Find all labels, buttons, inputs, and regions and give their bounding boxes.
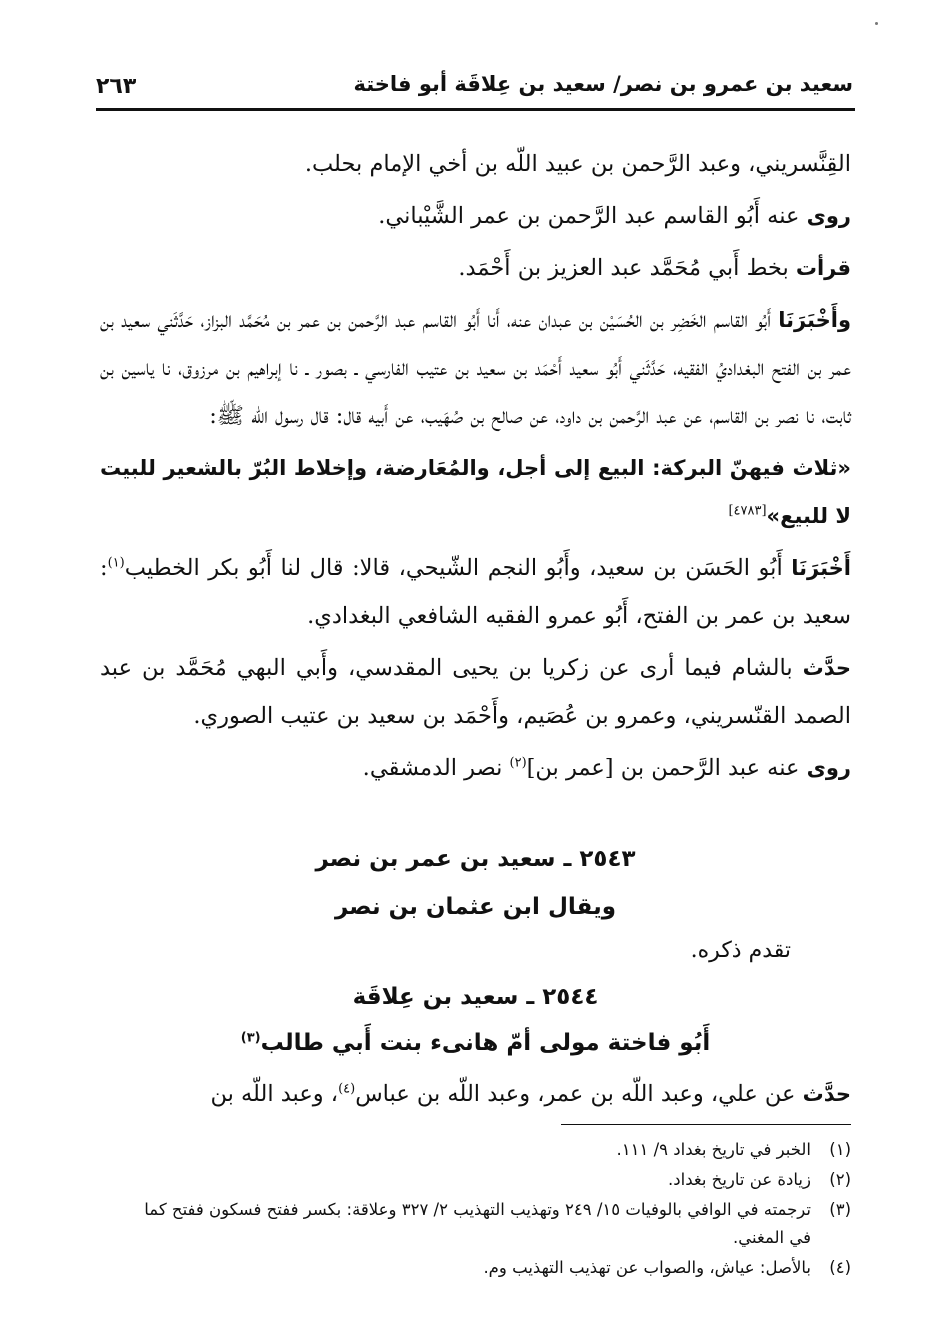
keyword-akhbarana: وأَخْبَرَنَا [778, 308, 851, 332]
footnote-number: (١) [829, 1140, 851, 1159]
paragraph-7-text: بالشام فيما أرى عن زكريا بن يحيى المقدسي، وأَبي البهي مُحَمَّد بن عبد الصمد القنّسريني، وعمرو بن عُصَيم، وأَحْمَد بن سعيد بن عتيب الصوري. [100, 655, 851, 729]
page-number: ٢٦٣ [96, 74, 137, 99]
footnote-2 [100, 1166, 851, 1194]
entry-2544-text-b: ، وعبد اللّه بن [210, 1081, 339, 1107]
footnote-marker-1[interactable]: (١) [107, 555, 125, 571]
paragraph-8-text-a: عنه عبد الرَّحمن بن [عمر بن] [526, 755, 807, 781]
keyword-akhbarana-2: أَخْبَرَنَا [791, 556, 851, 580]
entry-2544-subtitle [100, 1030, 851, 1056]
running-header [96, 70, 853, 104]
entry-2544-subtitle-text: أَبُو فاختة مولى أمّ هانىء بنت أَبي طالب [260, 1030, 711, 1056]
paragraph-6-text-a: أَبُو الحَسَن بن سعيد، وأَبُو النجم الشّيحي، قالا: قال لنا أَبُو بكر الخطيب [124, 555, 792, 581]
footnote-number: (٤) [829, 1258, 851, 1277]
hadith-paragraph [100, 444, 851, 540]
footnote-text: الخبر في تاريخ بغداد ٩/ ١١١. [616, 1140, 811, 1159]
paragraph-8-text-b: نصر الدمشقي. [362, 755, 510, 781]
entry-2543-note: تقدم ذكره. [690, 938, 791, 963]
paragraph-3 [100, 244, 851, 292]
footnote-text: ترجمته في الوافي بالوفيات ١٥/ ٢٤٩ وتهذيب التهذيب ٢/ ٣٢٧ وعلاقة: بكسر ففتح فسكون ففتح كما [144, 1200, 811, 1219]
keyword-qaraat: قرأت [795, 256, 851, 280]
footnote-number: (٣) [829, 1200, 851, 1219]
entry-2544-title: ٢٥٤٤ ـ سعيد بن عِلاقَة [352, 984, 599, 1010]
running-title: سعيد بن عمرو بن نصر/ سعيد بن عِلاقَة أبو فاختة [353, 72, 853, 96]
header-rule [96, 108, 855, 111]
main-text [100, 140, 851, 796]
footnote-text: زيادة عن تاريخ بغداد. [668, 1170, 811, 1189]
entry-2543-title: ٢٥٤٣ ـ سعيد بن عمر بن نصر [315, 846, 636, 872]
footnote-text: بالأصل: عياش، والصواب عن تهذيب التهذيب وم. [483, 1258, 811, 1277]
footnote-3 [100, 1196, 851, 1252]
entry-2543-subtitle: ويقال ابن عثمان بن نصر [334, 894, 617, 920]
paragraph-2-text: عنه أَبُو القاسم عبد الرَّحمن بن عمر الشَّيْباني. [378, 203, 807, 229]
footnote-marker-2[interactable]: (٢) [509, 755, 527, 771]
paragraph-1-text: القِنَّسريني، وعبد الرَّحمن بن عبيد اللّه بن أخي الإمام بحلب. [304, 151, 851, 177]
footnote-rule [561, 1124, 851, 1125]
footnote-continuation: في المغني. [733, 1228, 811, 1247]
hadith-text: «ثلاث فيهنّ البركة: البيع إلى أجل، والمُعَارضة، وإخلاط البُرّ بالشعير للبيت لا للبيع» [100, 456, 851, 528]
entry-2544-paragraph [100, 1070, 851, 1118]
footnotes [100, 1136, 851, 1284]
paragraph-3-text: بخط أَبي مُحَمَّد عبد العزيز بن أَحْمَد. [458, 255, 796, 281]
paragraph-7 [100, 644, 851, 740]
keyword-haddath: حدَّث [802, 656, 851, 680]
hadith-reference-number: [٤٧٨٣] [728, 503, 767, 519]
isnad-text: أَبُو القاسم الخَضِر بن الحُسَيْن بن عبدان عنه، أَنا أَبُو القاسم عبد الرَّحمن بن عمر بن مُحَمَّد البزاز، حَدَّثَني سعيد بن عمر بن الفتح البغداديُ الفقيه، حَدَّثَني أَبُو سعيد أَحْمَد بن سعيد بن عتيب الفارسي ـ بصور ـ نا إبراهيم بن مرزوق، نا ياسين بن ثابت، نا نصر بن القاسم، عن عبد الرَّحمن بن داود، عن صالح بن صُهَيب، عن أَبيه قال: قال رسول اللّه ﷺ: [100, 307, 851, 429]
paragraph-2 [100, 192, 851, 240]
paragraph-6 [100, 544, 851, 640]
keyword-haddath-2: حدَّث [802, 1082, 851, 1106]
footnote-4 [100, 1254, 851, 1282]
paragraph-isnad [100, 296, 851, 440]
entry-2544-text-a: عن علي، وعبد اللّه بن عمر، وعبد اللّه بن عباس [355, 1081, 803, 1107]
paragraph-6-text-b: : سعيد بن عمر بن الفتح، أَبُو عمرو الفقيه الشافعي البغدادي. [100, 555, 851, 629]
keyword-rawa: روى [806, 204, 851, 228]
footnote-number: (٢) [829, 1170, 851, 1189]
entry-2544-text [100, 1070, 851, 1122]
keyword-rawa-2: روى [806, 756, 851, 780]
footnote-marker-3[interactable]: (٣) [240, 1030, 261, 1046]
paragraph-8 [100, 744, 851, 792]
footnote-marker-4[interactable]: (٤) [338, 1081, 356, 1097]
footnote-1 [100, 1136, 851, 1164]
scan-speck [875, 22, 878, 25]
paragraph-1 [100, 140, 851, 188]
